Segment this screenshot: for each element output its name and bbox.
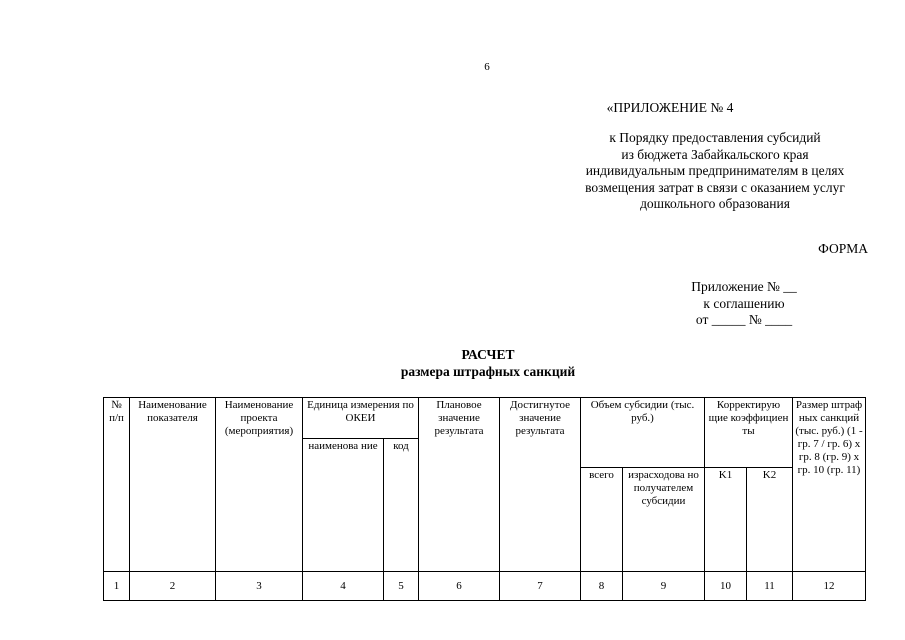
annex-description [540, 130, 890, 213]
column-numbers-row [104, 572, 866, 601]
header-indicator: Наименование показателя [130, 398, 216, 572]
header-unit: Единица измерения по ОКЕИ [303, 398, 419, 439]
annex-line: индивидуальным предпринимателям в целях [585, 163, 845, 178]
header-project: Наименование проекта (мероприятия) [216, 398, 303, 572]
header-coefficients: Корректирую щие коэффициен ты [705, 398, 793, 468]
header-planned: Плановое значение результата [419, 398, 500, 572]
header-k2: K2 [747, 468, 793, 572]
header-num: № п/п [104, 398, 130, 572]
header-unit-name: наименова ние [303, 439, 384, 572]
column-number: 9 [623, 572, 705, 601]
column-number: 4 [303, 572, 384, 601]
page-number: 6 [484, 61, 490, 73]
column-number: 6 [419, 572, 500, 601]
annex-line: к Порядку предоставления субсидий [609, 130, 821, 145]
header-unit-code: код [384, 439, 419, 572]
calculation-title-line2: размера штрафных санкций [400, 364, 576, 379]
annex-title: «ПРИЛОЖЕНИЕ № 4 [606, 100, 734, 115]
column-number: 1 [104, 572, 130, 601]
agreement-line: Приложение № __ [691, 279, 797, 294]
calculation-title-line1: РАСЧЕТ [461, 347, 515, 362]
annex-line: дошкольного образования [640, 196, 790, 211]
header-subsidy-volume: Объем субсидии (тыс. руб.) [581, 398, 705, 468]
column-number: 2 [130, 572, 216, 601]
header-volume-total: всего [581, 468, 623, 572]
column-number: 11 [747, 572, 793, 601]
agreement-line: от _____ № ____ [695, 312, 793, 327]
calculation-title [350, 346, 626, 380]
penalty-calculation-table [103, 397, 866, 601]
column-number: 3 [216, 572, 303, 601]
agreement-line: к соглашению [703, 295, 785, 311]
agreement-reference [664, 279, 824, 329]
header-volume-spent: израсходова но получателем субсидии [623, 468, 705, 572]
column-number: 5 [384, 572, 419, 601]
header-k1: K1 [705, 468, 747, 572]
column-number: 7 [500, 572, 581, 601]
header-penalty: Размер штраф ных санкций (тыс. руб.) (1 - гр. 7 / гр. 6) x гр. 8 (гр. 9) x гр. 10 (гр. 11) [793, 398, 866, 572]
forma-label: ФОРМА [818, 241, 868, 256]
column-number: 12 [793, 572, 866, 601]
header-achieved: Достигнутое значение результата [500, 398, 581, 572]
column-number: 8 [581, 572, 623, 601]
annex-line: возмещения затрат в связи с оказанием услуг [585, 179, 845, 195]
annex-line: из бюджета Забайкальского края [621, 146, 809, 162]
column-number: 10 [705, 572, 747, 601]
